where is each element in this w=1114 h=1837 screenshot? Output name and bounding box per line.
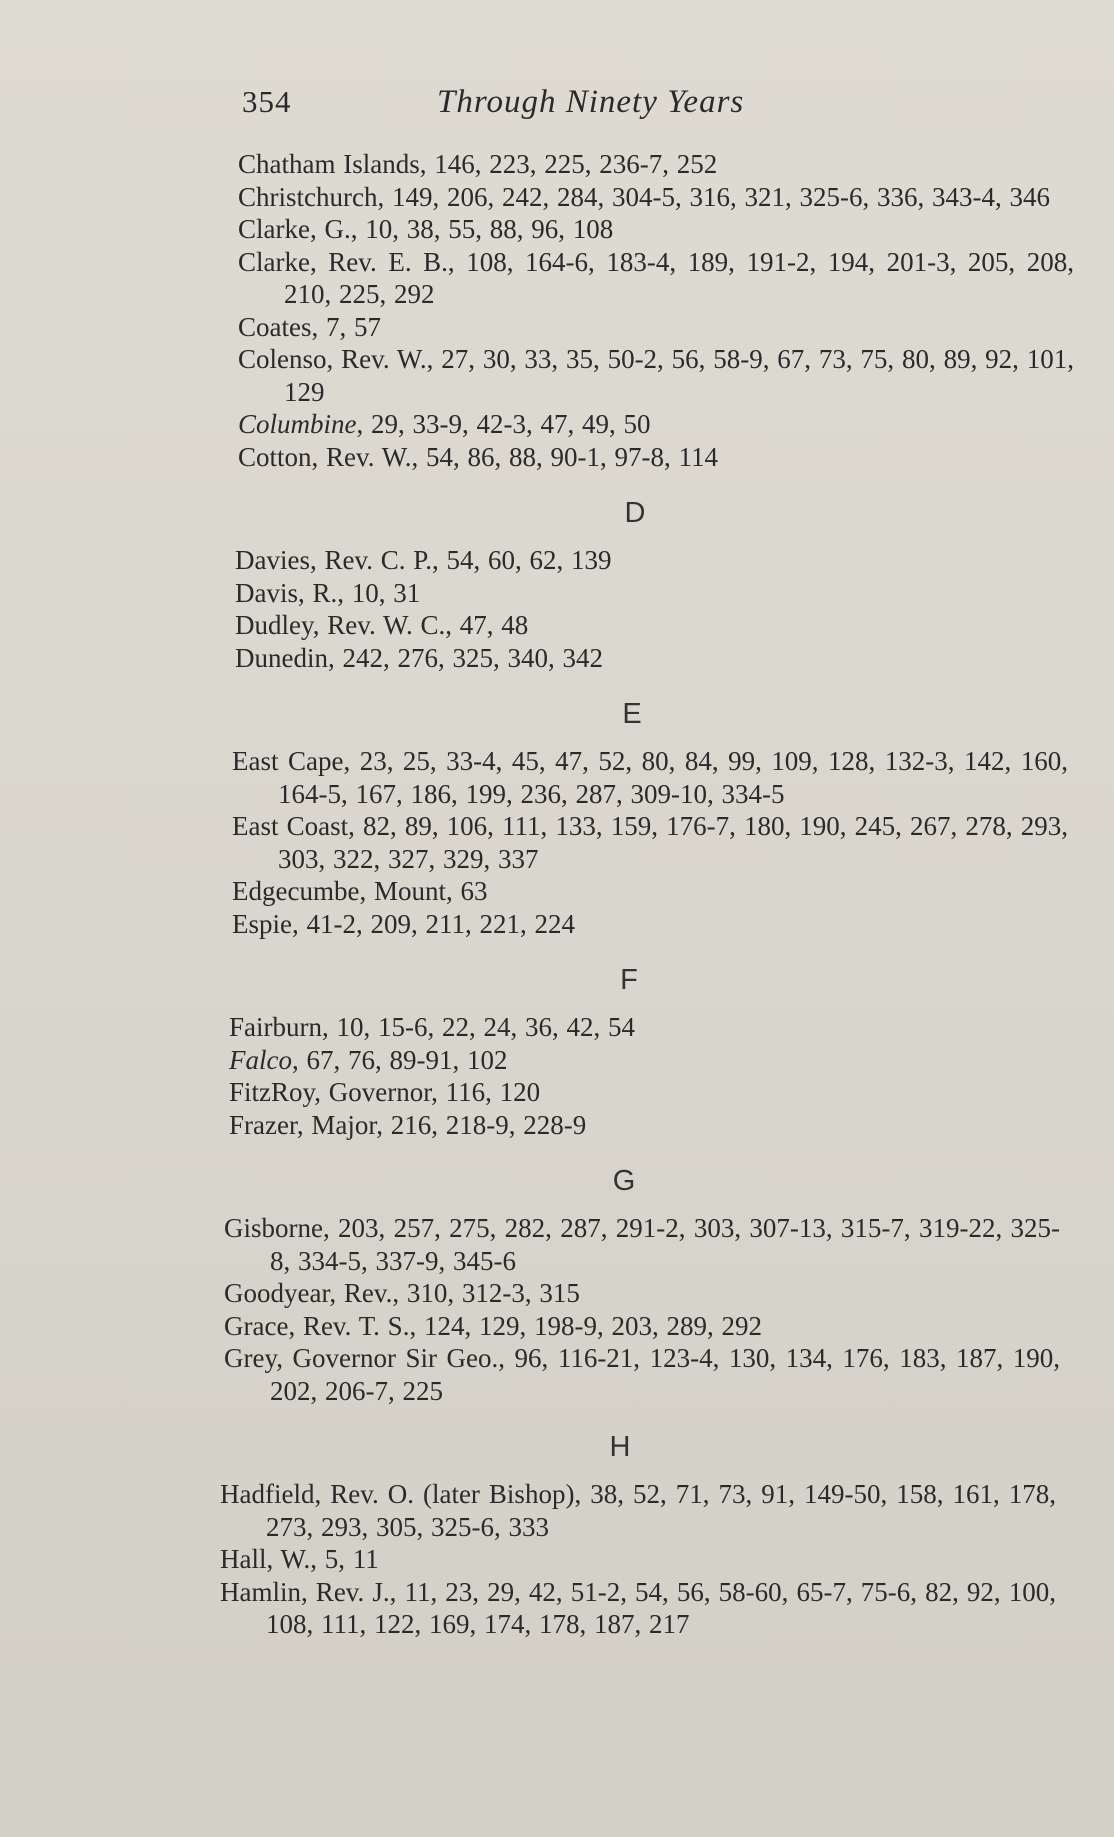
index-entry (238, 343, 1074, 408)
entry-page-refs: , 116, 120 (431, 1077, 541, 1107)
section-letter-d: D (624, 497, 646, 529)
index-entry (220, 1576, 1056, 1641)
index-entry (238, 311, 1074, 344)
entry-page-refs: , 27, 30, 33, 35, 50-2, 56, 58-9, 67, 73, 75, 80, 89, 92, 101, 129 (284, 344, 1074, 407)
entry-heading: Goodyear, Rev. (224, 1278, 393, 1308)
entry-page-refs: , 7, 57 (311, 311, 381, 342)
section-letter-g: G (612, 1165, 636, 1197)
entry-heading: Grace, Rev. T. S. (224, 1310, 410, 1341)
entry-page-refs: , 310, 312-3, 315 (392, 1278, 580, 1308)
entry-heading: Hall, W. (220, 1544, 311, 1574)
entry-heading: Frazer, Major (229, 1109, 377, 1140)
running-head (242, 84, 1022, 128)
index-entry (235, 577, 1071, 610)
entry-heading: Davis, R. (235, 577, 338, 608)
index-entry (224, 1277, 1060, 1310)
index-entry (238, 148, 1074, 181)
entry-heading: Coates (238, 311, 312, 342)
index-entry (238, 213, 1074, 246)
entry-heading: Dudley, Rev. W. C. (235, 610, 446, 640)
index-entry (232, 745, 1068, 810)
entry-page-refs: , 10, 31 (337, 577, 421, 608)
entry-page-refs: , 23, 25, 33-4, 45, 47, 52, 80, 84, 99, 109, 128, 132-3, 142, 160, 164-5, 167, 186, 199, 236, 287, 309-10, 334-5 (278, 746, 1068, 809)
index-entry (224, 1212, 1060, 1277)
index-entry (238, 408, 1074, 441)
index-entry (238, 441, 1074, 474)
entry-page-refs: , 242, 276, 325, 340, 342 (327, 642, 603, 673)
entry-heading: Colenso, Rev. W. (238, 344, 427, 374)
entry-page-refs: , 63 (445, 876, 488, 906)
entry-heading: Davies, Rev. C. P. (235, 545, 432, 575)
entry-heading: FitzRoy, Governor (229, 1077, 432, 1107)
entry-page-refs: , 216, 218-9, 228-9 (376, 1109, 587, 1140)
entry-heading: Chatham Islands (238, 149, 420, 179)
entry-page-refs: , 11, 23, 29, 42, 51-2, 54, 56, 58-60, 65-7, 75-6, 82, 92, 100, 108, 111, 122, 169, 174, 178, 187, 217 (266, 1576, 1056, 1639)
entry-page-refs: , 47, 48 (445, 610, 529, 640)
index-entry (229, 1076, 1065, 1109)
index-entry (238, 246, 1074, 311)
entry-heading: Hamlin, Rev. J. (220, 1576, 390, 1607)
index-entry (224, 1310, 1060, 1343)
entry-page-refs: , 149, 206, 242, 284, 304-5, 316, 321, 325-6, 336, 343-4, 346 (377, 181, 1050, 212)
entry-page-refs: , 82, 89, 106, 111, 133, 159, 176-7, 180, 190, 245, 267, 278, 293, 303, 322, 327, 329, 337 (278, 811, 1068, 874)
entry-page-refs: , 108, 164-6, 183-4, 189, 191-2, 194, 201-3, 205, 208, 210, 225, 292 (284, 246, 1074, 309)
entry-page-refs: , 29, 33-9, 42-3, 47, 49, 50 (356, 409, 651, 439)
entry-page-refs: , 67, 76, 89-91, 102 (291, 1044, 508, 1075)
index-entry (220, 1543, 1056, 1576)
index-entry (220, 1478, 1056, 1543)
entry-heading: Christchurch (238, 181, 378, 212)
entry-page-refs: , 10, 15-6, 22, 24, 36, 42, 54 (321, 1012, 635, 1042)
index-entry (232, 908, 1068, 941)
index-entry (235, 642, 1071, 675)
entry-heading: Grey, Governor Sir Geo. (224, 1343, 499, 1373)
entry-heading: Edgecumbe, Mount (232, 876, 446, 906)
entry-page-refs: , 38, 52, 71, 73, 91, 149-50, 158, 161, 178, 273, 293, 305, 325-6, 333 (266, 1479, 1056, 1542)
entry-page-refs: , 54, 86, 88, 90-1, 97-8, 114 (411, 441, 719, 472)
entry-heading: Espie (232, 908, 292, 939)
entry-page-refs: , 41-2, 209, 211, 221, 224 (292, 908, 575, 939)
entry-heading: East Coast (232, 811, 349, 841)
entry-heading: Hadfield, Rev. O. (later Bishop) (220, 1479, 575, 1509)
section-letter-e: E (622, 698, 642, 730)
entry-page-refs: , 146, 223, 225, 236-7, 252 (419, 149, 718, 179)
entry-heading: Gisborne (224, 1213, 323, 1243)
entry-page-refs: , 10, 38, 55, 88, 96, 108 (350, 214, 614, 244)
entry-page-refs: , 5, 11 (310, 1544, 379, 1574)
entry-heading: Clarke, Rev. E. B. (238, 246, 448, 277)
index-entry (229, 1011, 1065, 1044)
index-entry (224, 1342, 1060, 1407)
entry-heading: Cotton, Rev. W. (238, 441, 412, 472)
index-entry (229, 1109, 1065, 1142)
section-letter-h: H (609, 1431, 631, 1463)
entry-heading: Dunedin (235, 642, 328, 673)
index-entry (235, 544, 1071, 577)
entry-heading: Clarke, G. (238, 214, 351, 244)
index-entry (232, 810, 1068, 875)
page-number: 354 (242, 84, 292, 119)
entry-heading: East Cape (232, 746, 344, 776)
entry-page-refs: , 54, 60, 62, 139 (432, 545, 612, 575)
index-entry (232, 875, 1068, 908)
index-list (0, 148, 1114, 1641)
index-entry (229, 1044, 1065, 1077)
entry-heading: Fairburn (229, 1012, 322, 1042)
index-entry (235, 609, 1071, 642)
index-entry (238, 181, 1074, 214)
entry-page-refs: , 203, 257, 275, 282, 287, 291-2, 303, 307-13, 315-7, 319-22, 325-8, 334-5, 337-9, 345-6 (270, 1213, 1060, 1276)
entry-heading: Falco (229, 1044, 292, 1075)
entry-page-refs: , 124, 129, 198-9, 203, 289, 292 (409, 1310, 762, 1341)
section-letter-f: F (620, 964, 638, 996)
entry-page-refs: , 96, 116-21, 123-4, 130, 134, 176, 183, 187, 190, 202, 206-7, 225 (270, 1343, 1060, 1406)
book-title: Through Ninety Years (437, 84, 745, 120)
entry-heading: Columbine (238, 409, 357, 439)
